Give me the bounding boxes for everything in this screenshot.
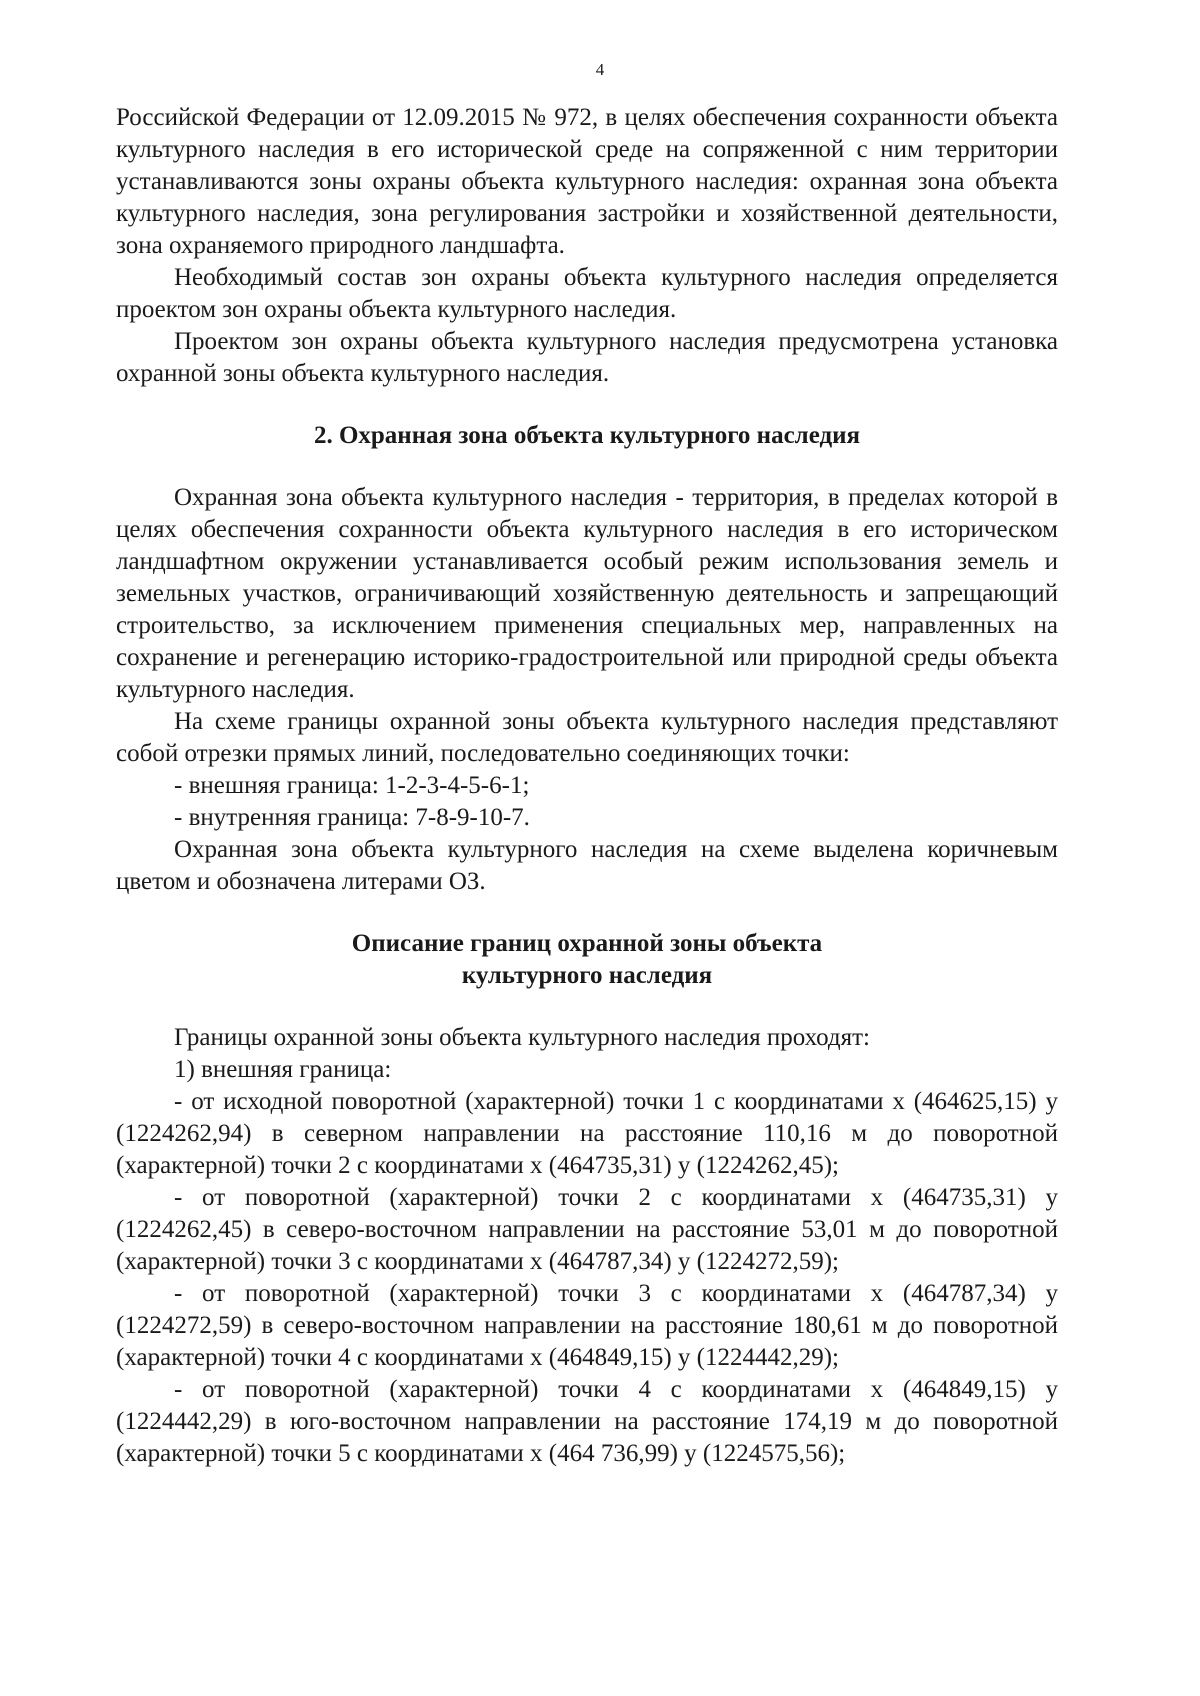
inner-boundary-points: - внутренняя граница: 7-8-9-10-7. [174,804,530,831]
heading-line-2: культурного наследия [461,962,713,989]
section2-paragraph-1: Охранная зона объекта культурного наследия - территория, в пределах которой в целях обеспечения сохранности объекта культурного наследия в его историческом ландшафтном окружении устанавливается особый режим использования земель и земельных участков, ограничивающий хозяйственную деятельность и запрещающий строительство, за исключением применения специальных мер, направленных на сохранение и регенерацию историко-градостроительной или природной среды объекта культурного наследия. [116,484,1058,703]
outer-boundary-points: - внешняя граница: 1-2-3-4-5-6-1; [174,772,530,799]
document-body [116,102,1058,1470]
boundary-segment-4-5: - от поворотной (характерной) точки 4 с координатами x (464849,15) y (1224442,29) в юго-восточном направлении на расстояние 174,19 м до поворотной (характерной) точки 5 с координатами x (464 736,99) y (1224575,56); [116,1376,1058,1467]
boundary-segment-2-3: - от поворотной (характерной) точки 2 с координатами x (464735,31) y (1224262,45) в северо-восточном направлении на расстояние 53,01 м до поворотной (характерной) точки 3 с координатами x (464787,34) y (1224272,59); [116,1184,1058,1275]
description-paragraph-2: 1) внешняя граница: [174,1056,392,1083]
heading-line-1: Описание границ охранной зоны объекта [351,930,823,957]
boundary-segment-1-2: - от исходной поворотной (характерной) точки 1 с координатами x (464625,15) y (1224262,94) в северном направлении на расстояние 110,16 м до поворотной (характерной) точки 2 с координатами x (464735,31) y (1224262,45); [116,1088,1058,1179]
intro-paragraph-1: Российской Федерации от 12.09.2015 № 972, в целях обеспечения сохранности объекта культурного наследия в его исторической среде на сопряженной с ним территории устанавливаются зоны охраны объекта культурного наследия: охранная зона объекта культурного наследия, зона регулирования застройки и хозяйственной деятельности, зона охраняемого природного ландшафта. [116,104,1058,259]
section-heading-protected-zone: 2. Охранная зона объекта культурного наследия [313,422,861,449]
page-number: 4 [595,60,605,79]
intro-paragraph-3: Проектом зон охраны объекта культурного наследия предусмотрена установка охранной зоны объекта культурного наследия. [116,328,1058,387]
boundary-segment-3-4: - от поворотной (характерной) точки 3 с координатами x (464787,34) y (1224272,59) в северо-восточном направлении на расстояние 180,61 м до поворотной (характерной) точки 4 с координатами x (464849,15) y (1224442,29); [116,1280,1058,1371]
intro-paragraph-2: Необходимый состав зон охраны объекта культурного наследия определяется проектом зон охраны объекта культурного наследия. [116,264,1058,323]
description-paragraph-1: Границы охранной зоны объекта культурного наследия проходят: [174,1024,870,1051]
section2-paragraph-2: На схеме границы охранной зоны объекта культурного наследия представляют собой отрезки прямых линий, последовательно соединяющих точки: [116,708,1058,767]
section-heading-boundary-description [116,928,1058,992]
section2-paragraph-5: Охранная зона объекта культурного наследия на схеме выделена коричневым цветом и обозначена литерами ОЗ. [116,836,1058,895]
